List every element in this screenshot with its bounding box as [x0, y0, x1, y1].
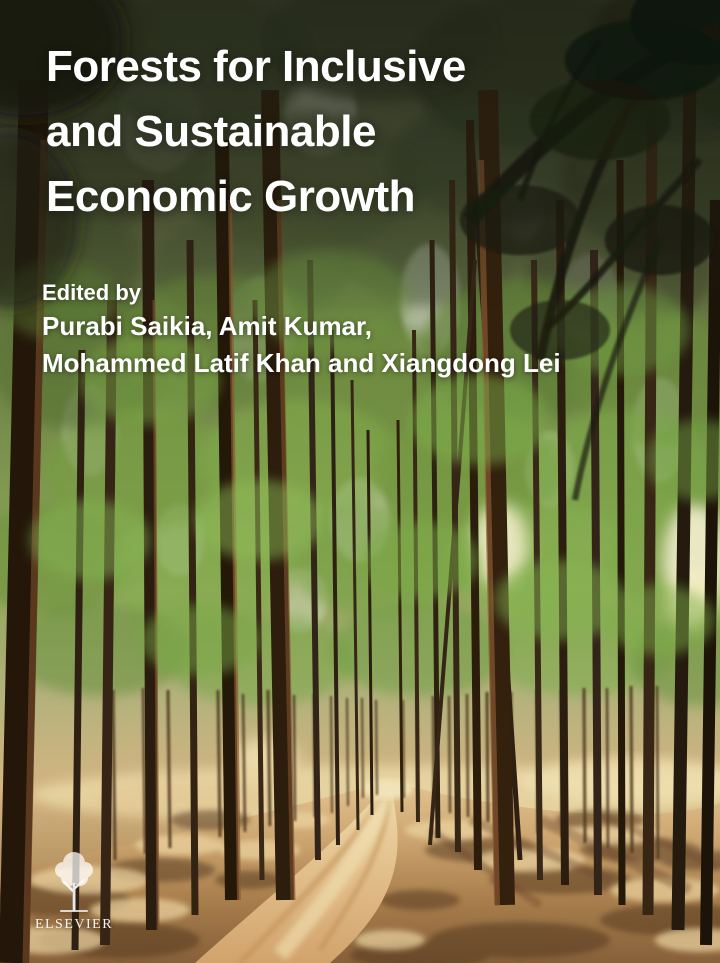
publisher-logo: [26, 850, 122, 933]
elsevier-tree-icon: [43, 850, 105, 916]
byline: [42, 278, 561, 382]
publisher-name: ELSEVIER: [34, 917, 114, 932]
edited-by-label: Edited by: [42, 280, 142, 305]
title-line-2: and Sustainable: [46, 107, 376, 156]
editor-names-line-1: Purabi Saikia, Amit Kumar,: [42, 311, 372, 341]
editor-names-line-2: Mohammed Latif Khan and Xiangdong Lei: [42, 348, 561, 378]
book-title: [46, 34, 700, 229]
title-line-1: Forests for Inclusive: [46, 42, 466, 91]
title-block: [46, 34, 700, 229]
title-line-3: Economic Growth: [46, 172, 415, 221]
